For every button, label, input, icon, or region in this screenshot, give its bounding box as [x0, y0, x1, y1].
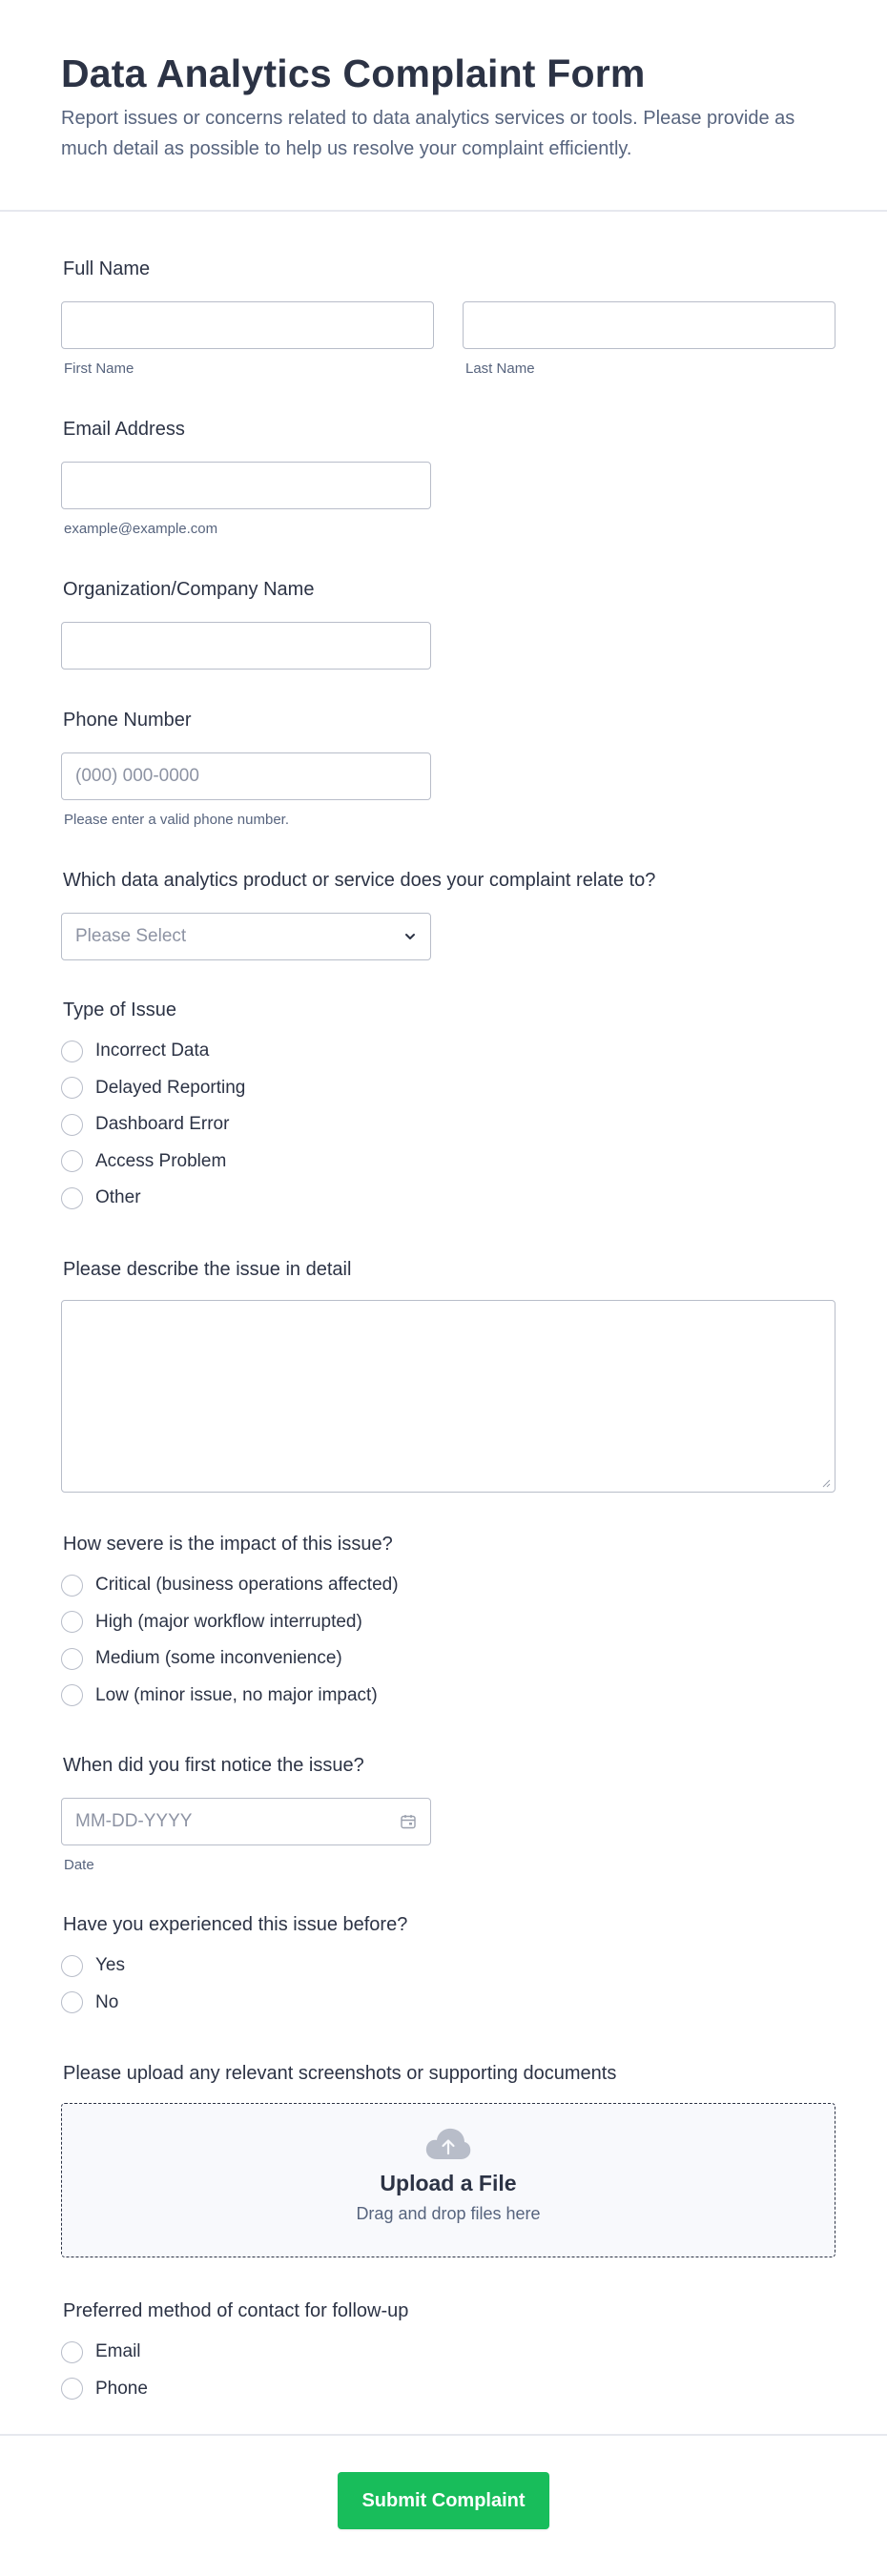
- email-field: [61, 416, 431, 538]
- form-title: Data Analytics Complaint Form: [61, 52, 646, 95]
- phone-sublabel: Please enter a valid phone number.: [64, 812, 289, 828]
- experienced-before-label: Have you experienced this issue before?: [63, 1914, 408, 1935]
- contact-method-option-label: Email: [95, 2341, 141, 2362]
- form-footer: [0, 2434, 887, 2576]
- cloud-upload-icon: [424, 2127, 472, 2161]
- organization-label: Organization/Company Name: [63, 579, 315, 600]
- severity-options: [61, 1567, 633, 1714]
- issue-type-option[interactable]: [61, 1144, 633, 1181]
- form-header: [0, 0, 887, 212]
- last-name-input[interactable]: [463, 301, 835, 349]
- first-name-input[interactable]: [61, 301, 434, 349]
- phone-field: [61, 707, 431, 829]
- contact-method-label: Preferred method of contact for follow-up: [63, 2300, 409, 2321]
- upload-field: [61, 2060, 835, 2257]
- contact-method-options: [61, 2334, 633, 2407]
- issue-type-option-label: Other: [95, 1187, 141, 1208]
- issue-type-option-label: Access Problem: [95, 1150, 227, 1171]
- contact-method-option[interactable]: [61, 2334, 633, 2371]
- experienced-before-option[interactable]: [61, 1947, 633, 1985]
- phone-placeholder: (000) 000-0000: [75, 766, 199, 786]
- upload-title: Upload a File: [380, 2171, 517, 2195]
- issue-type-option[interactable]: [61, 1033, 633, 1070]
- issue-type-option-label: Dashboard Error: [95, 1114, 230, 1135]
- radio-button[interactable]: [61, 1575, 83, 1597]
- issue-type-option[interactable]: [61, 1070, 633, 1107]
- radio-button[interactable]: [61, 1684, 83, 1706]
- product-select[interactable]: [61, 913, 431, 960]
- issue-type-options: [61, 1033, 633, 1217]
- severity-option-label: High (major workflow interrupted): [95, 1611, 362, 1632]
- radio-button[interactable]: [61, 2378, 83, 2400]
- issue-type-option-label: Delayed Reporting: [95, 1077, 246, 1098]
- upload-subtitle: Drag and drop files here: [356, 2204, 541, 2223]
- radio-button[interactable]: [61, 1114, 83, 1136]
- radio-button[interactable]: [61, 1991, 83, 2013]
- date-input[interactable]: [61, 1798, 431, 1845]
- phone-input[interactable]: [61, 752, 431, 800]
- radio-button[interactable]: [61, 1611, 83, 1633]
- description-field: [61, 1256, 835, 1493]
- date-field: [61, 1752, 431, 1874]
- product-field: [61, 867, 835, 960]
- experienced-before-option-label: No: [95, 1991, 119, 2012]
- file-upload-dropzone[interactable]: [61, 2103, 835, 2257]
- experienced-before-options: [61, 1947, 633, 2021]
- phone-label: Phone Number: [63, 710, 192, 731]
- experienced-before-field: [61, 1911, 633, 2021]
- submit-complaint-button[interactable]: Submit Complaint: [338, 2472, 549, 2529]
- severity-label: How severe is the impact of this issue?: [63, 1534, 393, 1555]
- resize-grip-icon[interactable]: [821, 1478, 831, 1488]
- issue-type-option-label: Incorrect Data: [95, 1041, 210, 1061]
- severity-option-label: Medium (some inconvenience): [95, 1648, 342, 1669]
- full-name-field: [61, 256, 835, 378]
- issue-type-label: Type of Issue: [63, 999, 176, 1020]
- upload-label: Please upload any relevant screenshots or supporting documents: [63, 2063, 617, 2084]
- description-textarea[interactable]: [61, 1300, 835, 1493]
- calendar-icon[interactable]: [400, 1813, 417, 1830]
- form-description: Report issues or concerns related to data analytics services or tools. Please provide as much detail as possible to help us resolve your complaint efficiently.: [61, 108, 795, 159]
- description-label: Please describe the issue in detail: [63, 1259, 352, 1280]
- severity-option[interactable]: [61, 1567, 633, 1604]
- radio-button[interactable]: [61, 1041, 83, 1062]
- severity-option-label: Low (minor issue, no major impact): [95, 1684, 378, 1705]
- email-input[interactable]: [61, 462, 431, 509]
- organization-input[interactable]: [61, 622, 431, 670]
- severity-option[interactable]: [61, 1604, 633, 1641]
- organization-field: [61, 576, 431, 670]
- issue-type-option[interactable]: [61, 1106, 633, 1144]
- contact-method-option-label: Phone: [95, 2378, 148, 2399]
- date-label: When did you first notice the issue?: [63, 1755, 364, 1776]
- contact-method-option[interactable]: [61, 2371, 633, 2408]
- product-placeholder: Please Select: [75, 926, 187, 946]
- product-label: Which data analytics product or service does your complaint relate to?: [63, 870, 656, 891]
- date-sublabel: Date: [64, 1857, 94, 1873]
- issue-type-option[interactable]: [61, 1180, 633, 1217]
- radio-button[interactable]: [61, 1955, 83, 1977]
- full-name-label: Full Name: [63, 258, 151, 279]
- last-name-sublabel: Last Name: [465, 361, 535, 377]
- experienced-before-option-label: Yes: [95, 1955, 125, 1976]
- date-placeholder: MM-DD-YYYY: [75, 1811, 193, 1831]
- severity-option-label: Critical (business operations affected): [95, 1575, 399, 1596]
- severity-option[interactable]: [61, 1640, 633, 1678]
- severity-option[interactable]: [61, 1678, 633, 1715]
- email-label: Email Address: [63, 419, 185, 440]
- radio-button[interactable]: [61, 2341, 83, 2363]
- email-sublabel: example@example.com: [64, 521, 218, 537]
- chevron-down-icon: [403, 930, 417, 943]
- radio-button[interactable]: [61, 1187, 83, 1209]
- radio-button[interactable]: [61, 1150, 83, 1172]
- experienced-before-option[interactable]: [61, 1985, 633, 2022]
- radio-button[interactable]: [61, 1648, 83, 1670]
- severity-field: [61, 1531, 633, 1714]
- contact-method-field: [61, 2298, 633, 2407]
- radio-button[interactable]: [61, 1077, 83, 1099]
- first-name-sublabel: First Name: [64, 361, 134, 377]
- issue-type-field: [61, 997, 633, 1217]
